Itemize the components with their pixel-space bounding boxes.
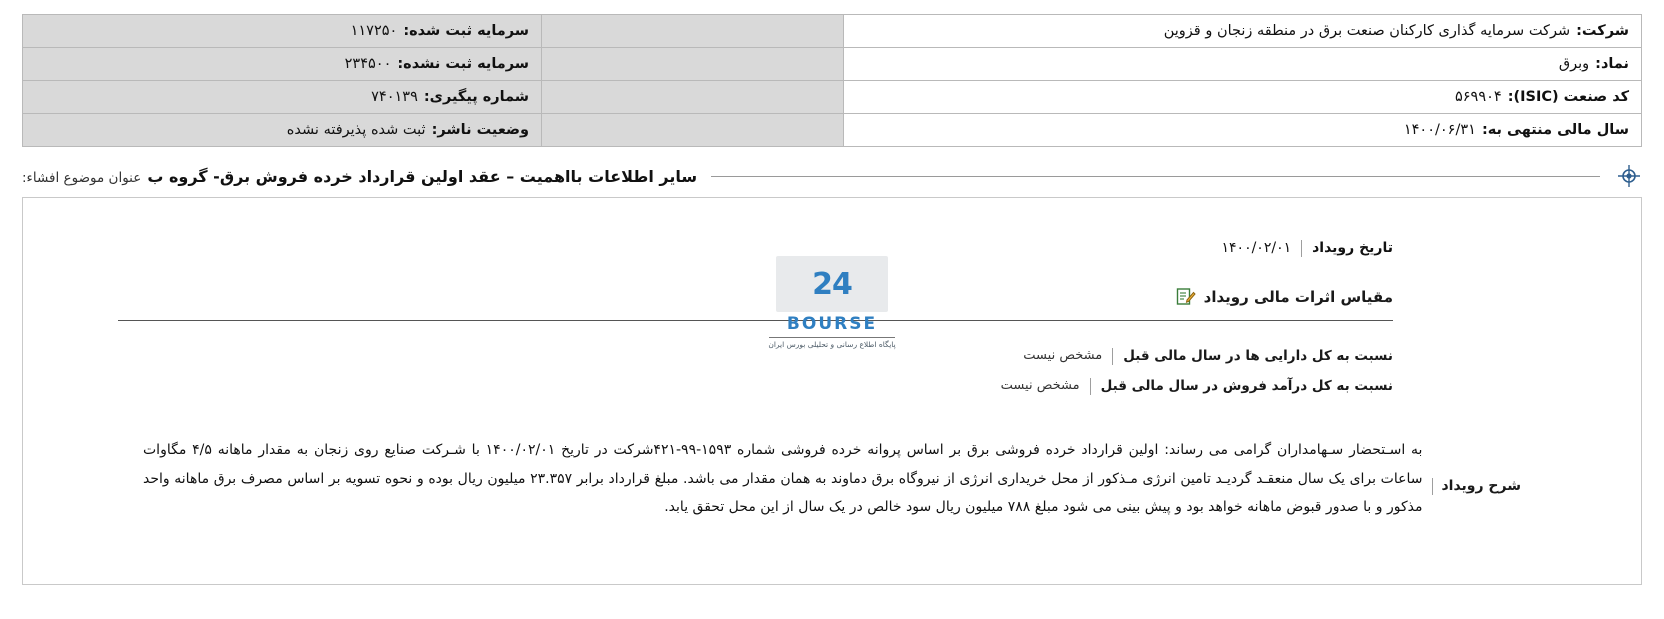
ratio-sales-value: مشخص نیست xyxy=(1000,378,1080,393)
event-description-label-text: شرح رویداد xyxy=(1441,478,1521,494)
divider xyxy=(1301,240,1302,257)
company-value: شرکت سرمایه گذاری کارکنان صنعت برق در منطقه زنجان و قزوین xyxy=(1163,23,1571,39)
ratio-sales-row xyxy=(1001,378,1641,395)
ratio-sales-label: نسبت به کل درآمد فروش در سال مالی قبل xyxy=(1100,378,1393,394)
section-divider xyxy=(118,320,1393,321)
event-description-label xyxy=(1432,436,1521,501)
unregistered-capital-value: ۲۳۴۵۰۰ xyxy=(344,56,392,72)
logo-word: BOURSE xyxy=(786,314,878,334)
subject-text xyxy=(22,167,697,186)
table-row xyxy=(23,114,1642,147)
isic-value: ۵۶۹۹۰۴ xyxy=(1454,89,1502,105)
registered-capital-value: ۱۱۷۲۵۰ xyxy=(350,23,398,39)
event-date-value: ۱۴۰۰/۰۲/۰۱ xyxy=(1221,240,1292,256)
tracking-number-value: ۷۴۰۱۳۹ xyxy=(371,89,418,105)
ratio-assets-label: نسبت به کل دارایی ها در سال مالی قبل xyxy=(1123,348,1393,364)
registered-capital-cell xyxy=(23,15,542,48)
unregistered-capital-cell xyxy=(23,48,542,81)
table-row xyxy=(23,48,1642,81)
unregistered-capital-label: سرمایه ثبت نشده: xyxy=(397,56,530,72)
fiscal-year-label: سال مالی منتهی به: xyxy=(1481,122,1629,138)
divider xyxy=(1112,348,1113,365)
event-description-text: به اسـتحضار سـهامداران گرامی می رساند: اولین قرارداد خرده فروشی برق بر اساس پروانه خرده فروشی شماره ۱۵۹۳-۹۹-۴۲۱شرکت در تاریخ ۱۴۰۰/۰۲/۰۱ با شـرکت صنایع روی زنجان به مقدار ماهانه ۴/۵ مگاوات ساعات برای یک سال منعقـد گردیـد تامین انرژی مـذکور از محل خریداری انرژی از نیروگاه برق دماوند به همان مقدار می باشد. مبلغ قرارداد برابر ۲۳.۳۵۷ میلیون ریال بوده و نحوه تسویه بر اساس مصرف برق ماهانه واحد مذکور و با صدور قبوض ماهانه خواهد بود و پیش بینی می شود مبلغ ۷۸۸ میلیون ریال سود خالص در یک سال از این محل تحقق یابد. xyxy=(143,442,1423,516)
symbol-label: نماد: xyxy=(1595,56,1629,72)
spacer-cell-1 xyxy=(542,15,844,48)
target-icon xyxy=(1618,165,1640,187)
company-info-table xyxy=(22,14,1642,147)
registered-capital-label: سرمایه ثبت شده: xyxy=(403,23,530,39)
disclosure-body xyxy=(22,197,1642,585)
subject-value: سایر اطلاعات بااهمیت – عقد اولین قرارداد خرده فروش برق- گروه ب xyxy=(147,166,698,186)
ratio-assets-value: مشخص نیست xyxy=(1023,348,1103,363)
fiscal-year-cell xyxy=(844,114,1642,147)
pencil-icon xyxy=(1175,286,1196,307)
financial-scale-title: مقیاس اثرات مالی رویداد xyxy=(1203,287,1393,306)
fiscal-year-value: ۱۴۰۰/۰۶/۳۱ xyxy=(1403,122,1476,138)
isic-label: کد صنعت (ISIC): xyxy=(1507,89,1629,105)
company-label: شرکت: xyxy=(1576,23,1629,39)
table-row xyxy=(23,15,1642,48)
logo-badge xyxy=(776,256,888,312)
company-cell xyxy=(844,15,1642,48)
symbol-value: وبرق xyxy=(1558,56,1590,72)
financial-scale-row xyxy=(1175,286,1641,307)
divider xyxy=(1090,378,1091,395)
bourse24-logo xyxy=(762,256,902,349)
logo-subtitle: پایگاه اطلاع رسانی و تحلیلی بورس ایران xyxy=(768,340,896,349)
spacer-cell-2 xyxy=(542,48,844,81)
divider xyxy=(1432,478,1433,495)
disclosure-subject-row xyxy=(22,165,1642,187)
logo-number: 24 xyxy=(812,266,852,302)
spacer-cell-4 xyxy=(542,114,844,147)
table-row xyxy=(23,81,1642,114)
event-date-row xyxy=(23,240,1641,257)
publisher-status-label: وضعیت ناشر: xyxy=(431,122,530,138)
tracking-number-cell xyxy=(23,81,542,114)
tracking-number-label: شماره پیگیری: xyxy=(423,89,530,105)
ratio-assets-row xyxy=(1023,348,1641,365)
subject-label: عنوان موضوع افشاء: xyxy=(22,169,142,186)
logo-underline xyxy=(769,337,895,338)
isic-cell xyxy=(844,81,1642,114)
event-date-label: تاریخ رویداد xyxy=(1312,240,1393,256)
publisher-status-cell xyxy=(23,114,542,147)
subject-divider xyxy=(711,176,1600,177)
symbol-cell xyxy=(844,48,1642,81)
publisher-status-value: ثبت شده پذیرفته نشده xyxy=(286,122,426,138)
event-description-row xyxy=(143,436,1521,522)
spacer-cell-3 xyxy=(542,81,844,114)
